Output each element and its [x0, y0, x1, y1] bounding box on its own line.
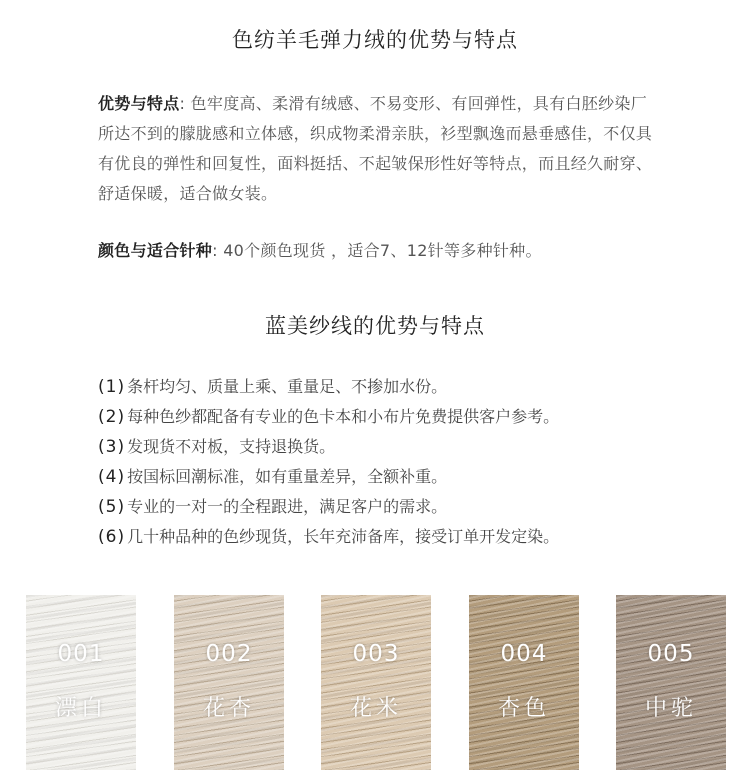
list-item-number: (2): [98, 407, 126, 427]
advantages-separator: :: [179, 94, 191, 113]
advantages-text: 色牢度高、柔滑有绒感、不易变形、有回弹性，具有白胚纱染厂所达不到的朦胧感和立体感，织成物柔滑亲肤，衫型飘逸而悬垂感佳，不仅具有优良的弹性和回复性，面料挺括、不起皱保形性好等特点，而且经久耐穿、舒适保暖，适合做女装。: [98, 94, 653, 203]
advantages-paragraph: [98, 89, 658, 209]
color-swatch[interactable]: [174, 595, 284, 770]
swatch-name: 花米: [349, 696, 402, 721]
swatch-code: 003: [352, 641, 400, 667]
swatch-code: 001: [57, 641, 105, 667]
list-item: [98, 462, 678, 492]
color-swatches: [26, 595, 726, 770]
list-item: [98, 432, 678, 462]
list-item-number: (6): [98, 527, 126, 547]
color-swatch[interactable]: [469, 595, 579, 770]
list-item: [98, 492, 678, 522]
section-title-lanmei-yarn: 蓝美纱线的优势与特点: [265, 314, 485, 338]
list-item: [98, 402, 678, 432]
swatch-name: 漂白: [54, 696, 107, 721]
color-needle-label: 颜色与适合针种: [98, 241, 213, 260]
color-swatch[interactable]: [616, 595, 726, 770]
color-needle-paragraph: [98, 236, 658, 266]
list-item: [98, 372, 678, 402]
list-item-text: 按国标回潮标准，如有重量差异，全额补重。: [127, 467, 448, 486]
features-list: [98, 372, 678, 552]
swatch-name: 杏色: [497, 696, 550, 721]
section-title-wool-yarn: 色纺羊毛弹力绒的优势与特点: [232, 28, 518, 52]
swatch-code: 005: [647, 641, 695, 667]
yarn-texture-image: [469, 595, 579, 770]
list-item-text: 专业的一对一的全程跟进，满足客户的需求。: [127, 497, 448, 516]
list-item-number: (1): [98, 377, 126, 397]
swatch-name: 花杏: [202, 696, 255, 721]
list-item: [98, 522, 678, 552]
list-item-number: (4): [98, 467, 126, 487]
color-swatch[interactable]: [26, 595, 136, 770]
yarn-texture-image: [321, 595, 431, 770]
advantages-label: 优势与特点: [98, 94, 180, 113]
list-item-text: 发现货不对板，支持退换货。: [127, 437, 336, 456]
yarn-texture-image: [26, 595, 136, 770]
color-needle-text: 40个颜色现货 ，适合7、12针等多种针种。: [223, 241, 542, 260]
list-item-text: 每种色纱都配备有专业的色卡本和小布片免费提供客户参考。: [127, 407, 560, 426]
yarn-texture-image: [616, 595, 726, 770]
swatch-code: 004: [500, 641, 548, 667]
list-item-text: 几十种品种的色纱现货，长年充沛备库，接受订单开发定染。: [127, 527, 560, 546]
swatch-name: 中驼: [644, 696, 697, 721]
yarn-texture-image: [174, 595, 284, 770]
list-item-text: 条杆均匀、质量上乘、重量足、不掺加水份。: [127, 377, 448, 396]
list-item-number: (3): [98, 437, 126, 457]
swatch-code: 002: [205, 641, 253, 667]
color-needle-separator: :: [212, 241, 224, 260]
color-swatch[interactable]: [321, 595, 431, 770]
list-item-number: (5): [98, 497, 126, 517]
